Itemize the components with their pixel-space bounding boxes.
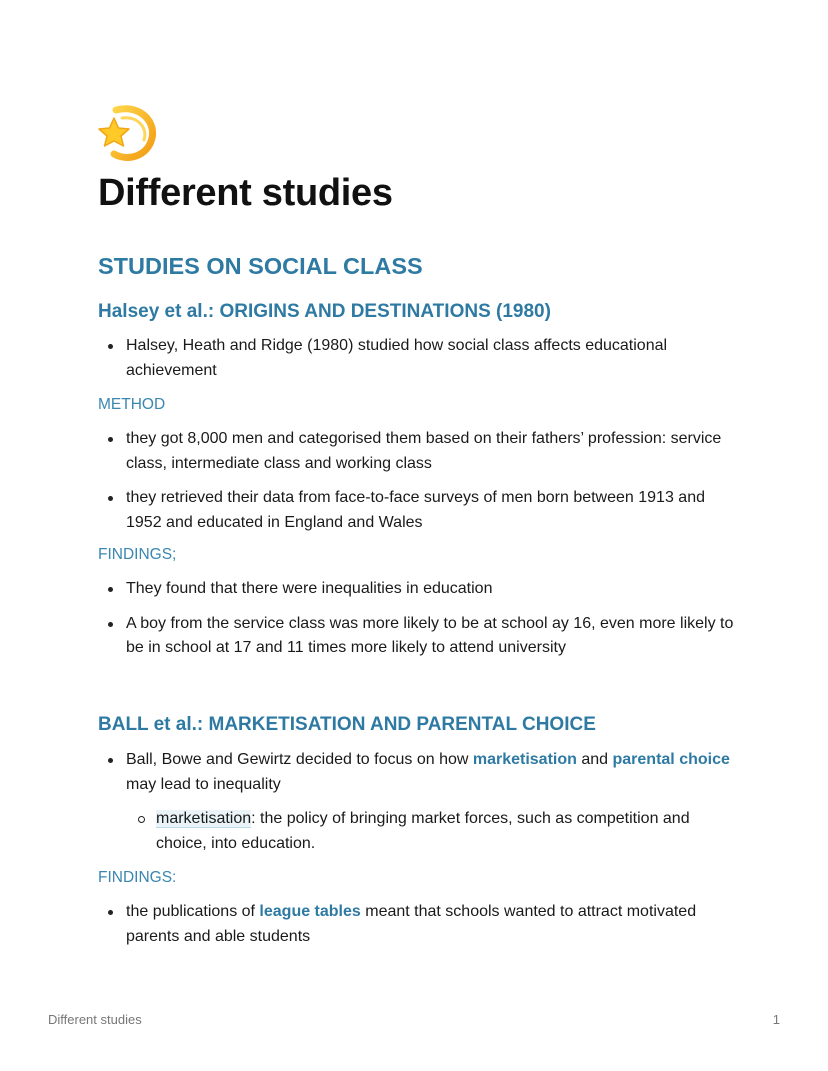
page-number: 1 [772,1012,780,1027]
method-label: METHOD [98,396,166,413]
highlighted-term: marketisation [156,810,252,827]
halsey-intro-list [98,334,738,383]
ball-intro-list [98,748,738,856]
definition-text: : the policy of bringing market forces, such as competition and choice, into education. [156,810,690,852]
finding-suffix: meant that schools wanted to attract motivated parents and able students [126,903,697,945]
keyword-league-tables: league tables [259,903,361,920]
ball-findings-list [98,900,738,949]
intro-prefix: Ball, Bowe and Gewirtz decided to focus on how [126,751,473,768]
list-item [98,900,738,949]
list-item: They found that there were inequalities in education [98,577,738,602]
list-item: Halsey, Heath and Ridge (1980) studied how social class affects educational achievement [98,334,738,383]
sub-list-item [98,807,738,856]
intro-suffix: may lead to inequality [126,775,281,793]
list-item: A boy from the service class was more likely to be at school ay 16, even more likely to be in school at 17 and 11 times more likely to attend university [98,612,738,661]
finding-prefix: the publications of [126,903,260,920]
keyword-parental-choice: parental choice [612,751,730,768]
findings-label-ball: FINDINGS: [98,869,177,886]
keyword-marketisation: marketisation [472,751,577,768]
list-item [98,748,738,797]
page-title: Different studies [98,172,393,214]
list-item: they retrieved their data from face-to-face surveys of men born between 1913 and 1952 and educated in England and Wales [98,486,738,535]
findings-label: FINDINGS; [98,546,177,563]
list-item: they got 8,000 men and categorised them based on their fathers’ profession: service class, intermediate class and working class [98,427,738,476]
intro-mid: and [576,751,613,768]
subsection-heading-ball: BALL et al.: MARKETISATION AND PARENTAL CHOICE [98,714,596,735]
findings-list [98,577,738,661]
footer-title: Different studies [48,1012,142,1027]
dizzy-star-icon [98,104,156,162]
subsection-heading-halsey: Halsey et al.: ORIGINS AND DESTINATIONS (1980) [98,301,551,322]
section-heading-social-class: STUDIES ON SOCIAL CLASS [98,253,423,279]
method-list [98,427,738,535]
